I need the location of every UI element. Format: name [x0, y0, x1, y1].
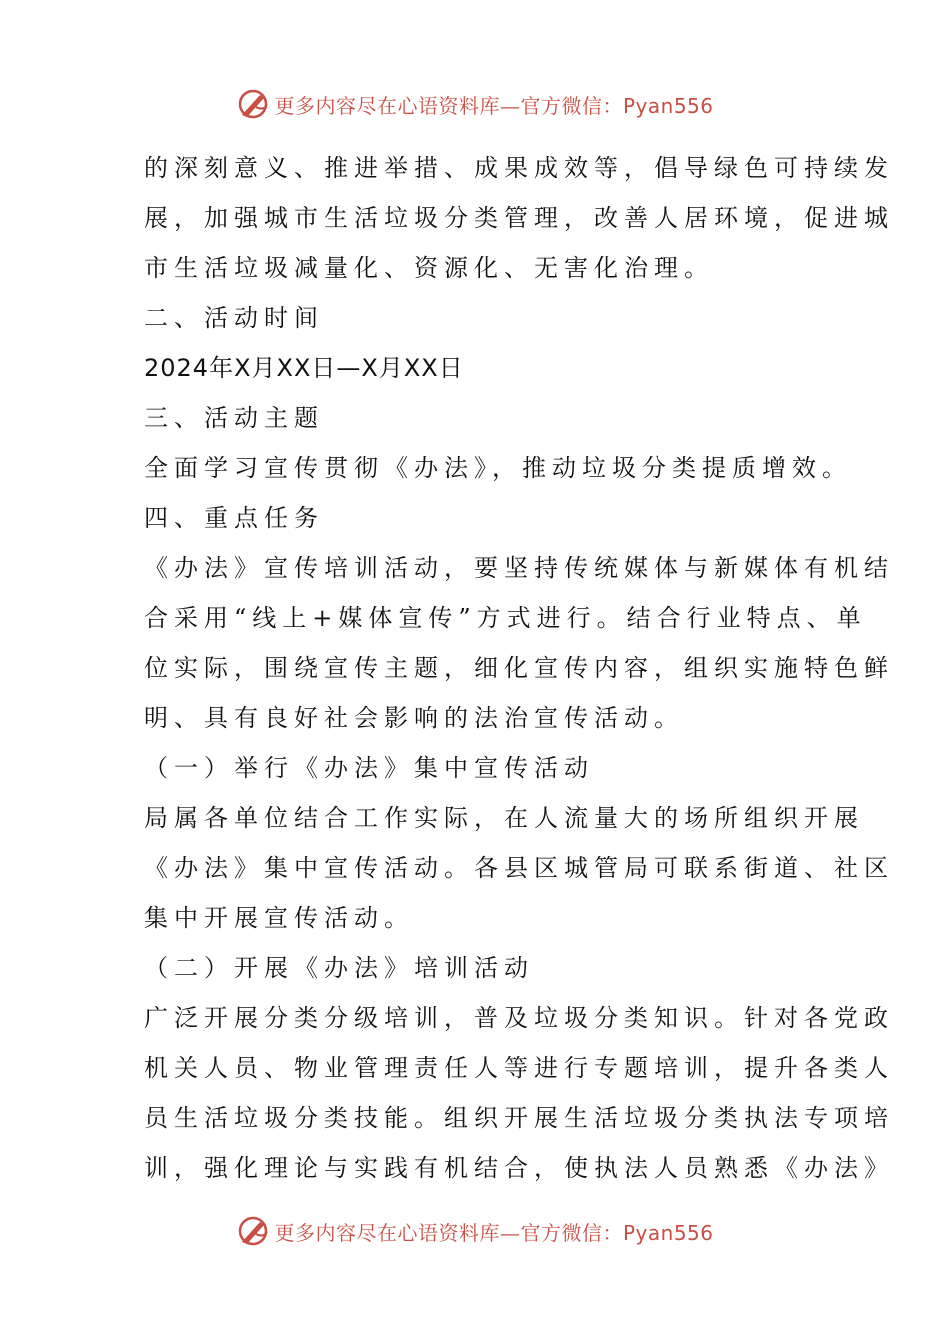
body-line: 广泛开展分类分级培训，普及垃圾分类知识。针对各党政 — [144, 1004, 894, 1032]
subsection-heading: （二）开展《办法》培训活动 — [144, 954, 534, 982]
body-line: 合采用“线上+媒体宣传”方式进行。结合行业特点、单 — [144, 604, 867, 632]
body-line: 《办法》宣传培训活动，要坚持传统媒体与新媒体有机结 — [144, 554, 894, 582]
document-body — [144, 143, 894, 1193]
section-heading: 三、活动主题 — [144, 404, 324, 432]
body-line: 的深刻意义、推进举措、成果成效等，倡导绿色可持续发 — [144, 154, 894, 182]
pen-logo-icon — [236, 1214, 270, 1248]
watermark-text: 更多内容尽在心语资料库—官方微信：Pyan556 — [274, 93, 714, 118]
footer-watermark — [0, 1211, 950, 1251]
body-line: 明、具有良好社会影响的法治宣传活动。 — [144, 704, 684, 732]
body-line: 市生活垃圾减量化、资源化、无害化治理。 — [144, 254, 714, 282]
body-line: 机关人员、物业管理责任人等进行专题培训，提升各类人 — [144, 1054, 894, 1082]
subsection-heading: （一）举行《办法》集中宣传活动 — [144, 754, 594, 782]
header-watermark — [0, 84, 950, 124]
pen-logo-icon — [236, 87, 270, 121]
section-heading: 四、重点任务 — [144, 504, 324, 532]
body-line: 位实际，围绕宣传主题，细化宣传内容，组织实施特色鲜 — [144, 654, 894, 682]
activity-date: 2024年X月XX日—X月XX日 — [144, 354, 464, 382]
body-line: 展，加强城市生活垃圾分类管理，改善人居环境，促进城 — [144, 204, 894, 232]
section-heading: 二、活动时间 — [144, 304, 324, 332]
body-line: 训，强化理论与实践有机结合，使执法人员熟悉《办法》 — [144, 1154, 894, 1182]
body-line: 全面学习宣传贯彻《办法》，推动垃圾分类提质增效。 — [144, 454, 852, 482]
body-line: 局属各单位结合工作实际，在人流量大的场所组织开展 — [144, 804, 864, 832]
body-line: 员生活垃圾分类技能。组织开展生活垃圾分类执法专项培 — [144, 1104, 894, 1132]
watermark-text: 更多内容尽在心语资料库—官方微信：Pyan556 — [274, 1220, 714, 1245]
body-line: 《办法》集中宣传活动。各县区城管局可联系街道、社区 — [144, 854, 894, 882]
body-line: 集中开展宣传活动。 — [144, 904, 414, 932]
